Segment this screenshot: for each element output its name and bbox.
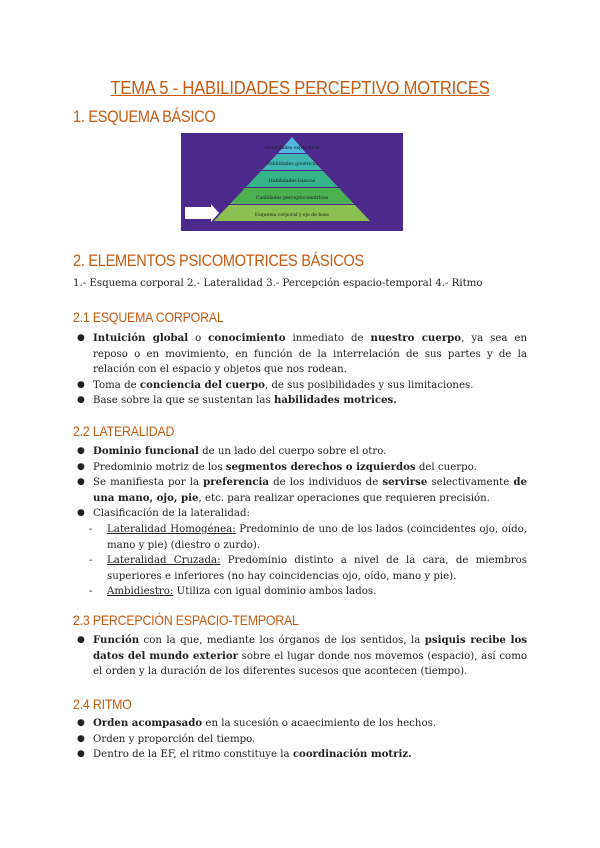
lateralidad-sublist	[77, 522, 527, 600]
underlined-term: Lateralidad Homogénea:	[107, 523, 236, 535]
text: en la sucesión o acaecimiento de los hechos.	[202, 718, 437, 729]
section-1-heading: 1. ESQUEMA BÁSICO	[73, 108, 216, 126]
list-item	[77, 506, 527, 600]
list-item	[77, 460, 527, 476]
text: con la que, mediante los órganos de los sentidos, la	[139, 635, 425, 646]
dash-icon: -	[89, 586, 93, 598]
bold-text: habilidades motrices.	[273, 394, 397, 407]
section-2-4-list	[77, 716, 527, 763]
text: Toma de	[93, 379, 140, 391]
sub-list-item	[77, 553, 527, 584]
section-2-3-heading: 2.3 PERCEPCIÓN ESPACIO-TEMPORAL	[73, 612, 299, 628]
section-2-1-list	[77, 331, 527, 409]
bold-text: preferencia	[203, 476, 269, 489]
bullet-icon: ●	[77, 333, 85, 343]
text: Dentro de la EF, el ritmo constituye la	[93, 749, 293, 761]
bold-text: Dominio funcional	[93, 445, 199, 457]
text: Predominio distinto a nivel de la cara, de miembros superiores e inferiores (no hay coincidencias ojo, oído, mano y pie).	[107, 555, 527, 582]
section-2-3-list	[77, 633, 527, 680]
text: Predominio de uno de los lados (coincidentes ojo, oído, mano y pie) (diestro o zurdo).	[107, 523, 528, 551]
bullet-icon: ●	[77, 446, 85, 456]
list-item	[77, 331, 527, 378]
list-item	[77, 732, 527, 748]
text: de un lado del cuerpo sobre el otro.	[198, 446, 387, 457]
dash-icon: -	[89, 523, 93, 535]
text: sobre el lugar donde nos movemos (espacio), así como el orden y la duración de los diferentes sucesos que acontecen (tiempo).	[93, 650, 527, 678]
section-2-2-heading: 2.2 LATERALIDAD	[73, 423, 175, 439]
text: Utiliza con igual dominio ambos lados.	[173, 586, 377, 598]
bold-text: coordinación motriz.	[292, 748, 412, 761]
text: Base sobre la que se sustentan las	[93, 395, 274, 407]
bullet-icon: ●	[77, 461, 85, 472]
text: o	[188, 333, 209, 344]
bold-text: de una mano, ojo, pie	[93, 476, 527, 504]
bold-text: nuestro cuerpo	[370, 332, 462, 344]
bold-text: Orden acompasado	[93, 717, 203, 729]
bullet-icon: ●	[77, 477, 85, 488]
bold-text: conciencia del cuerpo	[139, 378, 265, 391]
bullet-icon: ●	[77, 508, 85, 519]
list-item	[77, 393, 527, 409]
bold-text: psiquis recibe los datos del mundo exterior	[93, 634, 527, 662]
section-2-heading: 2. ELEMENTOS PSICOMOTRICES BÁSICOS	[73, 252, 364, 270]
sub-list-item	[77, 522, 527, 553]
list-item	[77, 444, 527, 460]
text: selectivamente	[427, 477, 514, 489]
sub-list-item	[77, 584, 527, 600]
list-item	[77, 747, 527, 763]
pyramid-label-4: Cualidades perceptivomotrices	[255, 196, 329, 201]
text: , etc. para realizar operaciones que requieren precisión.	[198, 492, 490, 504]
section-2-intro: 1.- Esquema corporal 2.- Lateralidad 3.- Percepción espacio-temporal 4.- Ritmo	[73, 278, 483, 289]
bullet-icon: ●	[77, 718, 85, 728]
bold-text: segmentos derechos o izquierdos	[225, 460, 416, 473]
list-item	[77, 475, 527, 506]
text: Orden y proporción del tiempo.	[93, 733, 256, 745]
bullet-icon: ●	[77, 379, 85, 390]
text: , de sus posibilidades y sus limitaciones.	[264, 379, 474, 391]
underlined-term: Ambidiestro:	[107, 586, 174, 598]
bold-text: Función	[93, 634, 140, 646]
bullet-icon: ●	[77, 749, 85, 760]
list-item	[77, 633, 527, 680]
bullet-icon: ●	[77, 395, 85, 406]
text: , ya sea en reposo o en movimiento, en función de la interrelación de sus partes y de la relación con el espacio y objetos que nos rodean.	[93, 333, 528, 376]
list-item	[77, 378, 527, 394]
text: Se manifiesta por la	[93, 477, 204, 489]
pyramid-label-2: Habilidades genéricas	[266, 162, 318, 167]
text: Clasificación de la lateralidad:	[93, 508, 250, 520]
list-item	[77, 716, 527, 732]
pyramid-label-5: Esquema corporal y eje de base	[254, 213, 330, 218]
pyramid-label-3: Habilidades básicas	[268, 179, 316, 184]
pyramid-label-1: Habilidades específicas	[264, 146, 320, 151]
bold-text: conocimiento	[208, 332, 286, 344]
dash-icon: -	[89, 555, 93, 567]
document-title: TEMA 5 - HABILIDADES PERCEPTIVO MOTRICES	[110, 78, 490, 98]
bullet-icon: ●	[77, 635, 85, 645]
text: Predominio motriz de los	[93, 461, 226, 473]
underlined-term: Lateralidad Cruzada:	[107, 555, 221, 567]
section-2-2-list	[77, 444, 527, 600]
pyramid-diagram	[181, 133, 403, 231]
text: de los individuos de	[268, 477, 383, 489]
section-2-1-heading: 2.1 ESQUEMA CORPORAL	[73, 309, 224, 325]
text: inmediato de	[285, 333, 371, 344]
bold-text: servirse	[382, 476, 428, 489]
bold-text: Intuición global	[93, 332, 189, 344]
text: del cuerpo.	[415, 461, 477, 473]
bullet-icon: ●	[77, 733, 85, 744]
section-2-4-heading: 2.4 RITMO	[73, 696, 132, 712]
